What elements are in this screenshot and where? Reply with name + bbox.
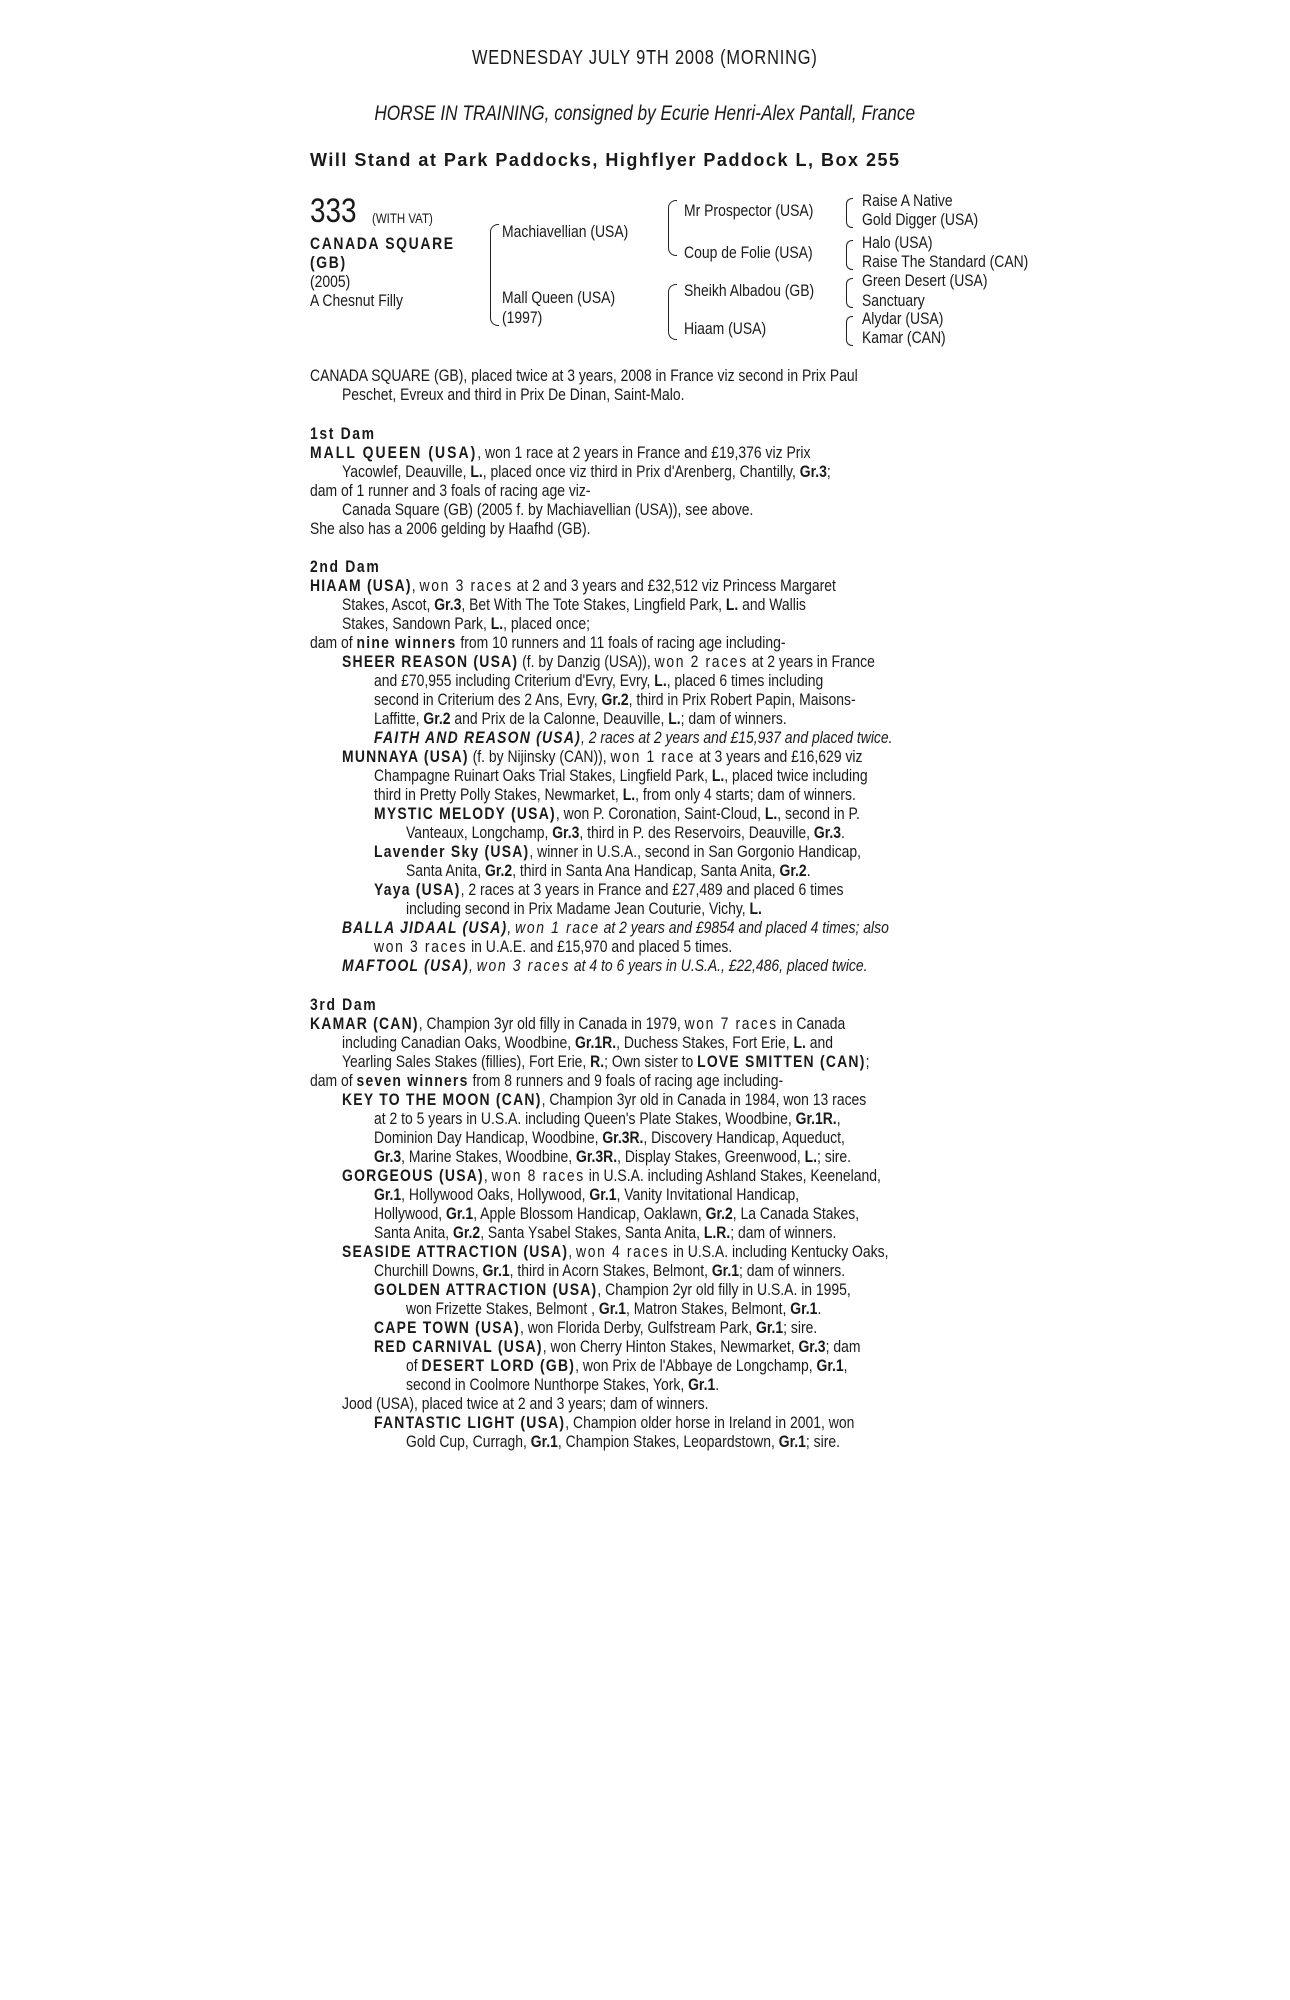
first-dam-line-5-text: She also has a 2006 gelding by Haafhd (GB). — [310, 519, 591, 538]
dam2-line — [342, 956, 983, 975]
dam2-line — [342, 747, 977, 766]
dam2-line-text: SHEER REASON (USA) (f. by Danzig (USA)), won 2 races at 2 years in France — [342, 652, 875, 671]
dam3-line-text: Jood (USA), placed twice at 2 and 3 years; dam of winners. — [342, 1394, 709, 1413]
dam3-line — [342, 1394, 789, 1413]
dam2-line — [406, 823, 941, 842]
dam3-line — [342, 1052, 985, 1071]
dam3-line-text: including Canadian Oaks, Woodbine, Gr.1R., Duchess Stakes, Fort Erie, L. and — [342, 1033, 834, 1052]
dam3-line — [342, 1242, 1008, 1261]
intro-line-2 — [342, 385, 760, 404]
stand-location — [310, 150, 900, 171]
dam2-line — [310, 633, 890, 652]
intro-line-1-text: CANADA SQUARE (GB), placed twice at 3 years, 2008 in France viz second in Prix Paul — [310, 366, 858, 385]
lot-vat — [372, 210, 446, 226]
dam2-line-text: MAFTOOL (USA), won 3 races at 4 to 6 years in U.S.A., £22,486, placed twice. — [342, 956, 868, 975]
dam2-line — [406, 899, 840, 918]
foaling-year — [310, 272, 359, 291]
dam2-line-text: Vanteaux, Longchamp, Gr.3, third in P. des Reservoirs, Deauville, Gr.3. — [406, 823, 845, 842]
pedigree-ggp-6 — [862, 291, 939, 310]
intro-line-2-text: Peschet, Evreux and third in Prix De Dinan, Saint-Malo. — [342, 385, 685, 404]
dam3-line-text: second in Coolmore Nunthorpe Stakes, York, Gr.1. — [406, 1375, 720, 1394]
dam3-line-text: KAMAR (CAN), Champion 3yr old filly in Canada in 1979, won 7 races in Canada — [310, 1014, 846, 1033]
ggp-3-text: Halo (USA) — [862, 233, 933, 252]
dam3-line-text: won Frizette Stakes, Belmont , Gr.1, Matron Stakes, Belmont, Gr.1. — [406, 1299, 822, 1318]
dam2-line-text: Lavender Sky (USA), winner in U.S.A., second in San Gorgonio Handicap, — [374, 842, 862, 861]
pedigree-brace-ggp4 — [846, 316, 853, 346]
pedigree-brace-dam — [668, 284, 677, 340]
pedigree-ggp-5 — [862, 271, 1015, 290]
dam2-line — [374, 937, 811, 956]
dam3-line — [342, 1090, 981, 1109]
lot-number — [310, 192, 367, 231]
dam2-line-text: Laffitte, Gr.2 and Prix de la Calonne, Deauville, L.; dam of winners. — [374, 709, 787, 728]
dam3-line — [374, 1223, 938, 1242]
dam2-line-text: Champagne Ruinart Oaks Trial Stakes, Lingfield Park, L., placed twice including — [374, 766, 868, 785]
pedigree-sire-dam-text: Coup de Folie (USA) — [684, 243, 813, 262]
lot-number-text: 333 — [310, 192, 357, 230]
pedigree-dam-dam — [684, 319, 784, 338]
horse-name — [310, 234, 487, 253]
dam3-line — [406, 1375, 788, 1394]
dam3-line-text: CAPE TOWN (USA), won Florida Derby, Gulfstream Park, Gr.1; sire. — [374, 1318, 818, 1337]
dam2-line — [374, 880, 947, 899]
dam2-line — [374, 766, 976, 785]
dam3-line-text: FANTASTIC LIGHT (USA), Champion older horse in Ireland in 2001, won — [374, 1413, 855, 1432]
dam3-line — [374, 1261, 949, 1280]
first-dam-line-2 — [342, 462, 938, 481]
dam2-line — [342, 918, 1009, 937]
first-dam-heading-text: 1st Dam — [310, 424, 376, 443]
pedigree-dam-sire-text: Sheikh Albadou (GB) — [684, 281, 815, 300]
dam2-line-text: won 3 races in U.A.E. and £15,970 and placed 5 times. — [374, 937, 733, 956]
pedigree-dam — [502, 288, 640, 307]
ggp-8-text: Kamar (CAN) — [862, 328, 946, 347]
pedigree-sire-dam — [684, 243, 841, 262]
ggp-2-text: Gold Digger (USA) — [862, 210, 979, 229]
pedigree-sire-sire — [684, 201, 842, 220]
pedigree-ggp-4 — [862, 252, 1065, 271]
dam3-line — [342, 1166, 999, 1185]
consignment-line — [0, 102, 1290, 126]
dam3-line — [374, 1128, 948, 1147]
pedigree-dam-text: Mall Queen (USA) — [502, 288, 616, 307]
dam3-line-text: Gr.3, Marine Stakes, Woodbine, Gr.3R., Display Stakes, Greenwood, L.; sire. — [374, 1147, 852, 1166]
pedigree-dam-year — [502, 308, 551, 327]
dam3-line — [406, 1356, 944, 1375]
dam2-line — [374, 804, 967, 823]
dam2-line-text: Santa Anita, Gr.2, third in Santa Ana Handicap, Santa Anita, Gr.2. — [406, 861, 811, 880]
dam3-line — [342, 1033, 941, 1052]
dam3-line-text: GORGEOUS (USA), won 8 races in U.S.A. including Ashland Stakes, Keeneland, — [342, 1166, 881, 1185]
sale-date-heading — [0, 47, 1290, 70]
first-dam-line-2b: L. — [470, 462, 483, 481]
pedigree-brace-ggp3 — [846, 278, 853, 308]
intro-line-1 — [310, 366, 978, 385]
horse-name-suffix — [310, 253, 355, 272]
dam2-line — [310, 576, 951, 595]
dam2-line-text: MYSTIC MELODY (USA), won P. Coronation, Saint-Cloud, L., second in P. — [374, 804, 860, 823]
pedigree-ggp-2 — [862, 210, 1004, 229]
pedigree-ggp-8 — [862, 328, 964, 347]
first-dam-line-2e: ; — [826, 462, 831, 481]
horse-name-line2: (GB) — [310, 253, 347, 272]
dam3-line-text: Gold Cup, Curragh, Gr.1, Champion Stakes, Leopardstown, Gr.1; sire. — [406, 1432, 840, 1451]
dam2-line-text: BALLA JIDAAL (USA), won 1 race at 2 years and £9854 and placed 4 times; also — [342, 918, 889, 937]
first-dam-heading — [310, 424, 390, 443]
pedigree-dam-sire — [684, 281, 843, 300]
first-dam-line-4 — [342, 500, 844, 519]
first-dam-name: MALL QUEEN (USA) — [310, 443, 478, 462]
dam3-line-text: RED CARNIVAL (USA), won Cherry Hinton Stakes, Newmarket, Gr.3; dam — [374, 1337, 861, 1356]
pedigree-dam-dam-text: Hiaam (USA) — [684, 319, 767, 338]
dam2-line — [342, 614, 644, 633]
dam3-line — [374, 1204, 966, 1223]
dam3-line — [406, 1432, 935, 1451]
first-dam-line-3 — [310, 481, 652, 500]
dam3-line — [374, 1337, 967, 1356]
dam2-line-text: second in Criterium des 2 Ans, Evry, Gr.2, third in Prix Robert Papin, Maisons- — [374, 690, 856, 709]
dam3-line — [374, 1280, 955, 1299]
dam2-line — [374, 671, 922, 690]
dam2-line-text: Stakes, Sandown Park, L., placed once; — [342, 614, 590, 633]
pedigree-brace-ggp2 — [846, 240, 853, 270]
dam3-line-text: Churchill Downs, Gr.1, third in Acorn Stakes, Belmont, Gr.1; dam of winners. — [374, 1261, 846, 1280]
dam2-line-text: Yaya (USA), 2 races at 3 years in France and £27,489 and placed 6 times — [374, 880, 844, 899]
dam2-line — [374, 690, 961, 709]
dam2-line — [374, 728, 1006, 747]
horse-description-text: A Chesnut Filly — [310, 291, 403, 310]
dam2-line-text: FAITH AND REASON (USA), 2 races at 2 years and £15,937 and placed twice. — [374, 728, 893, 747]
dam3-line — [310, 1071, 887, 1090]
dam3-line-text: dam of seven winners from 8 runners and 9 foals of racing age including- — [310, 1071, 784, 1090]
dam2-line — [342, 652, 992, 671]
horse-name-line1: CANADA SQUARE — [310, 234, 455, 253]
dam3-line-text: Yearling Sales Stakes (fillies), Fort Erie, R.; Own sister to LOVE SMITTEN (CAN); — [342, 1052, 870, 1071]
ggp-1-text: Raise A Native — [862, 191, 953, 210]
dam2-line-text: HIAAM (USA), won 3 races at 2 and 3 years and £32,512 viz Princess Margaret — [310, 576, 836, 595]
pedigree-brace-main — [490, 224, 499, 326]
dam2-line-text: including second in Prix Madame Jean Couturie, Vichy, L. — [406, 899, 762, 918]
first-dam-line-5 — [310, 519, 652, 538]
dam3-line — [310, 1014, 963, 1033]
dam2-line-text: dam of nine winners from 10 runners and 11 foals of racing age including- — [310, 633, 786, 652]
ggp-4-text: Raise The Standard (CAN) — [862, 252, 1029, 271]
dam3-line-text: SEASIDE ATTRACTION (USA), won 4 races in U.S.A. including Kentucky Oaks, — [342, 1242, 889, 1261]
dam2-line — [374, 785, 962, 804]
dam3-line — [374, 1185, 892, 1204]
dam2-line-text: MUNNAYA (USA) (f. by Nijinsky (CAN)), won 1 race at 3 years and £16,629 viz — [342, 747, 863, 766]
first-dam-line-1-text: , won 1 race at 2 years in France and £19,376 viz Prix — [477, 443, 811, 462]
pedigree-ggp-3 — [862, 233, 948, 252]
ggp-6-text: Sanctuary — [862, 291, 925, 310]
sale-date-text: WEDNESDAY JULY 9TH 2008 (MORNING) — [472, 47, 818, 69]
dam2-line — [406, 861, 899, 880]
pedigree-ggp-1 — [862, 191, 973, 210]
ggp-7-text: Alydar (USA) — [862, 309, 944, 328]
first-dam-line-4-text: Canada Square (GB) (2005 f. by Machiavellian (USA)), see above. — [342, 500, 754, 519]
third-dam-heading-text: 3rd Dam — [310, 995, 378, 1014]
dam2-line — [374, 709, 877, 728]
stand-location-text: Will Stand at Park Paddocks, Highflyer Paddock L, Box 255 — [310, 150, 901, 170]
pedigree-brace-sire — [668, 200, 677, 256]
first-dam-line-2a: Yacowlef, Deauville, — [342, 462, 471, 481]
lot-vat-text: (WITH VAT) — [372, 210, 433, 226]
horse-description — [310, 291, 423, 310]
dam3-line-text: KEY TO THE MOON (CAN), Champion 3yr old in Canada in 1984, won 13 races — [342, 1090, 867, 1109]
dam2-line-text: third in Pretty Polly Stakes, Newmarket, L., from only 4 starts; dam of winners. — [374, 785, 856, 804]
pedigree-sire-text: Machiavellian (USA) — [502, 222, 629, 241]
dam3-line — [374, 1318, 915, 1337]
second-dam-heading — [310, 557, 396, 576]
dam3-line-text: Dominion Day Handicap, Woodbine, Gr.3R., Discovery Handicap, Aqueduct, — [374, 1128, 845, 1147]
pedigree-sire — [502, 222, 656, 241]
first-dam-line-2d: Gr.3 — [799, 462, 827, 481]
first-dam-line-2c: , placed once viz third in Prix d'Arenberg, Chantilly, — [482, 462, 800, 481]
first-dam-line-3-text: dam of 1 runner and 3 foals of racing age viz- — [310, 481, 591, 500]
dam3-line-text: Santa Anita, Gr.2, Santa Ysabel Stakes, Santa Anita, L.R.; dam of winners. — [374, 1223, 837, 1242]
dam3-line — [374, 1147, 956, 1166]
pedigree-brace-ggp1 — [846, 198, 853, 228]
first-dam-line-1 — [310, 443, 920, 462]
dam3-line — [406, 1299, 913, 1318]
dam3-line-text: of DESERT LORD (GB), won Prix de l'Abbaye de Longchamp, Gr.1, — [406, 1356, 848, 1375]
dam2-line-text: Stakes, Ascot, Gr.3, Bet With The Tote Stakes, Lingfield Park, L. and Wallis — [342, 595, 806, 614]
ggp-5-text: Green Desert (USA) — [862, 271, 988, 290]
pedigree-dam-year-text: (1997) — [502, 308, 543, 327]
dam3-line — [374, 1109, 943, 1128]
third-dam-heading — [310, 995, 392, 1014]
dam3-line — [374, 1413, 960, 1432]
dam3-line-text: Gr.1, Hollywood Oaks, Hollywood, Gr.1, Vanity Invitational Handicap, — [374, 1185, 800, 1204]
dam3-line-text: GOLDEN ATTRACTION (USA), Champion 2yr old filly in U.S.A. in 1995, — [374, 1280, 851, 1299]
dam2-line — [342, 595, 908, 614]
dam2-line — [374, 842, 968, 861]
dam3-line-text: Hollywood, Gr.1, Apple Blossom Handicap, Oaklawn, Gr.2, La Canada Stakes, — [374, 1204, 860, 1223]
pedigree-sire-sire-text: Mr Prospector (USA) — [684, 201, 814, 220]
dam3-line-text: at 2 to 5 years in U.S.A. including Queen's Plate Stakes, Woodbine, Gr.1R., — [374, 1109, 841, 1128]
dam2-line-text: and £70,955 including Criterium d'Evry, Evry, L., placed 6 times including — [374, 671, 824, 690]
second-dam-heading-text: 2nd Dam — [310, 557, 381, 576]
consignment-text: HORSE IN TRAINING, consigned by Ecurie Henri-Alex Pantall, France — [374, 102, 916, 125]
foaling-year-text: (2005) — [310, 272, 351, 291]
pedigree-ggp-7 — [862, 309, 961, 328]
